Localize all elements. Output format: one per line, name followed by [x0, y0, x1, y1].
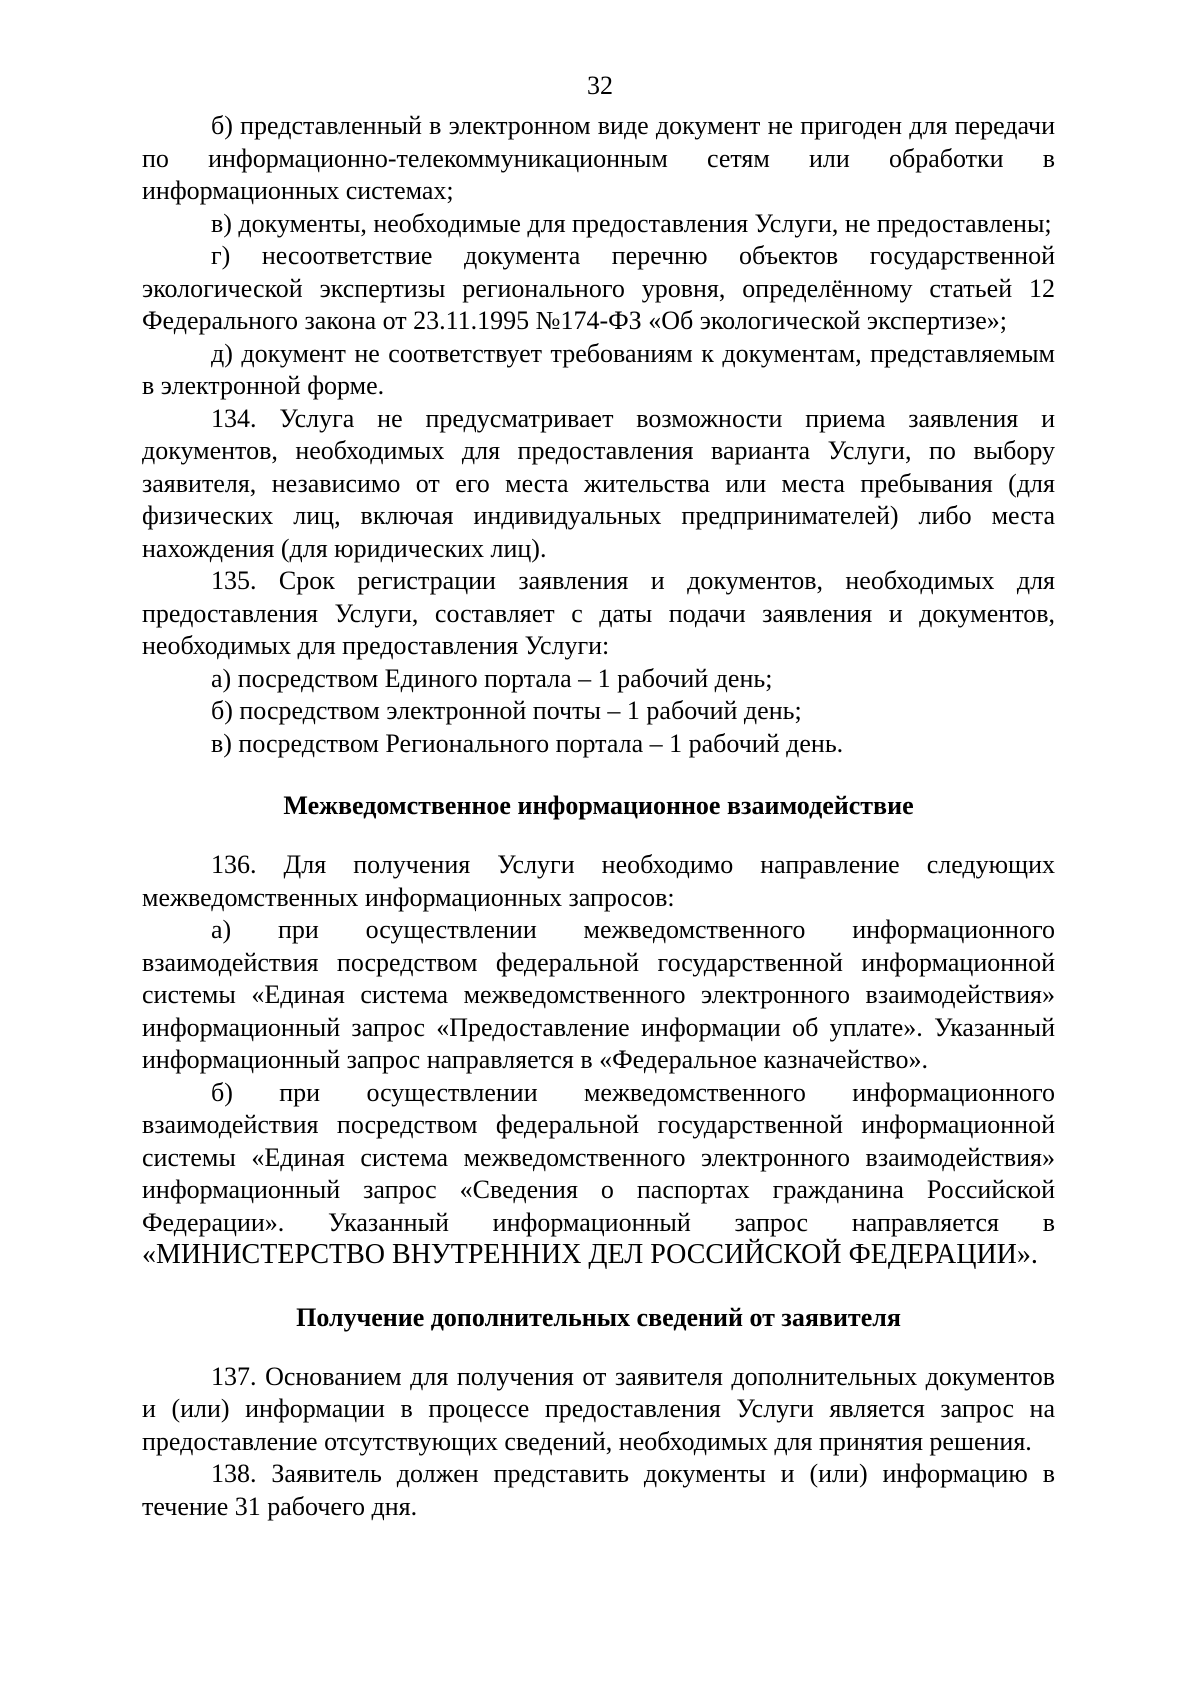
paragraph-b-not-suitable: б) представленный в электронном виде документ не пригоден для передачи по информационно-телекоммуникационным сетям или обработки в информационных системах;	[142, 111, 1055, 205]
paragraph-138: 138. Заявитель должен представить документы и (или) информацию в течение 31 рабочего дня.	[142, 1459, 1055, 1521]
paragraph-136: 136. Для получения Услуги необходимо направление следующих межведомственных информационных запросов:	[142, 850, 1055, 912]
paragraph-d-format: д) документ не соответствует требованиям к документам, представляемым в электронной форме.	[142, 338, 1055, 400]
paragraph-135-a: а) посредством Единого портала – 1 рабочий день;	[211, 663, 773, 693]
section-heading-interagency: Межведомственное информационное взаимодействие	[283, 791, 914, 820]
paragraph-135-v: в) посредством Регионального портала – 1 рабочий день.	[211, 728, 844, 758]
page-number: 32	[587, 71, 613, 100]
document-body	[142, 110, 1055, 1523]
paragraph-g-mismatch: г) несоответствие документа перечню объектов государственной экологической экспертизы регионального уровня, определённому статьей 12 Федерального закона от 23.11.1995 №174-ФЗ «Об экологической экспертизе»;	[142, 241, 1055, 335]
paragraph-136-b-ministry: «МИНИСТЕРСТВО ВНУТРЕННИХ ДЕЛ РОССИЙСКОЙ ФЕДЕРАЦИИ».	[142, 1239, 1038, 1270]
paragraph-136-b	[142, 1077, 1055, 1272]
paragraph-136-b-text: б) при осуществлении межведомственного информационного взаимодействия посредством федеральной государственной информационной системы «Единая система межведомственного электронного взаимодействия» информационный запрос «Сведения о паспортах гражданина Российской Федерации». Указанный информационный запрос направляется в	[142, 1077, 1055, 1237]
section-heading-additional-info: Получение дополнительных сведений от заявителя	[296, 1302, 901, 1332]
paragraph-135: 135. Срок регистрации заявления и документов, необходимых для предоставления Услуги, составляет с даты подачи заявления и документов, необходимых для предоставления Услуги:	[142, 566, 1055, 660]
paragraph-137: 137. Основанием для получения от заявителя дополнительных документов и (или) информации в процессе предоставления Услуги является запрос на предоставление отсутствующих сведений, необходимых для принятия решения.	[142, 1361, 1055, 1456]
paragraph-136-a: а) при осуществлении межведомственного информационного взаимодействия посредством федеральной государственной информационной системы «Единая система межведомственного электронного взаимодействия» информационный запрос «Предоставление информации об уплате». Указанный информационный запрос направляется в «Федеральное казначейство».	[142, 915, 1055, 1074]
paragraph-135-b: б) посредством электронной почты – 1 рабочий день;	[211, 696, 802, 725]
paragraph-v-not-provided: в) документы, необходимые для предоставления Услуги, не предоставлены;	[211, 208, 1052, 238]
paragraph-134: 134. Услуга не предусматривает возможности приема заявления и документов, необходимых для предоставления варианта Услуги, по выбору заявителя, независимо от его места жительства или места пребывания (для физических лиц, включая индивидуальных предпринимателей) либо места нахождения (для юридических лиц).	[142, 403, 1055, 563]
